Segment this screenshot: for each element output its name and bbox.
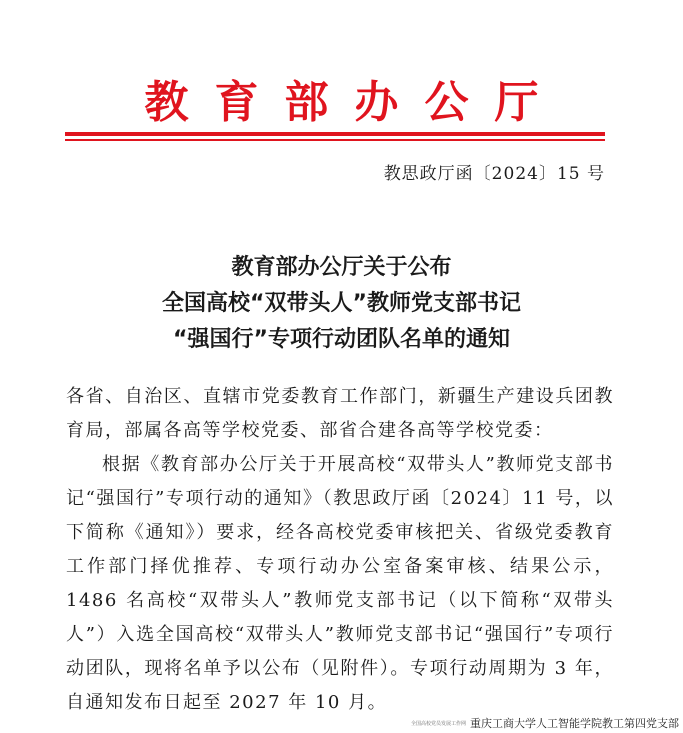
watermark-text: 重庆工商大学人工智能学院教工第四党支部 xyxy=(470,717,679,730)
title-line-2: 全国高校“双带头人”教师党支部书记 xyxy=(162,291,521,316)
document-title xyxy=(0,250,683,358)
header-red-line-thick xyxy=(65,132,605,136)
title-line-1: 教育部办公厅关于公布 xyxy=(231,255,452,280)
issuer-header: 教育部办公厅 xyxy=(144,77,565,128)
addressee: 各省、自治区、直辖市党委教育工作部门，新疆生产建设兵团教育局，部属各高等学校党委、部省合建各高等学校党委： xyxy=(66,386,614,441)
document-number: 教思政厅函〔2024〕15 号 xyxy=(383,164,605,184)
title-line-3: “强国行”专项行动团队名单的通知 xyxy=(173,327,510,352)
header-red-line-thin xyxy=(65,139,605,141)
document-body xyxy=(66,380,614,720)
watermark-small: 全国高校党员发展工作网 xyxy=(410,720,466,727)
body-paragraph-1: 根据《教育部办公厅关于开展高校“双带头人”教师党支部书记“强国行”专项行动的通知》（教思政厅函〔2024〕11 号，以下简称《通知》）要求，经各高校党委审核把关、省级党委教育工作部门择优推荐、专项行动办公室备案审核、结果公示，1486 名高校“双带头人”教师党支部书记（以下简称“双带头人”）入选全国高校“双带头人”教师党支部书记“强国行”专项行动团队，现将名单予以公布（见附件）。专项行动周期为 3 年，自通知发布日起至 2027 年 10 月。 xyxy=(66,454,614,713)
watermark xyxy=(411,715,679,731)
